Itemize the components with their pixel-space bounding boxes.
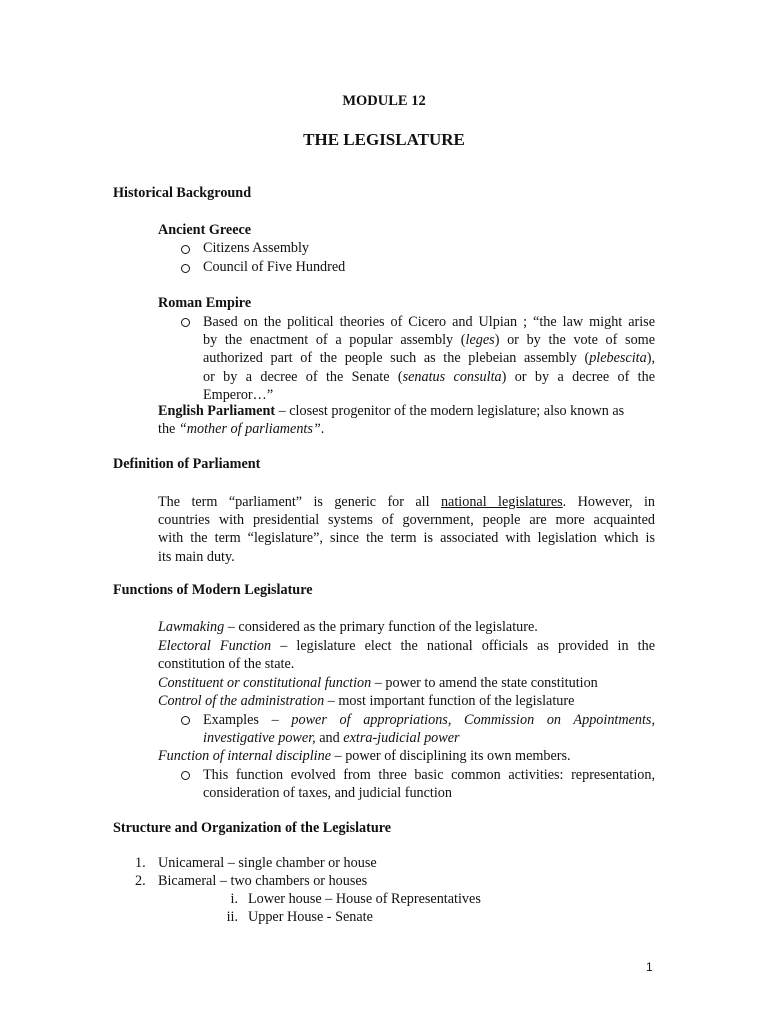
sub-item: Lower house – House of Representatives xyxy=(248,891,481,907)
bullet-icon xyxy=(181,264,190,273)
english-parliament-line-2: the “mother of parliaments”. xyxy=(158,421,325,437)
sub-item-number: ii. xyxy=(226,909,238,925)
section-heading-structure: Structure and Organization of the Legislature xyxy=(113,820,392,836)
sub-item-number: i. xyxy=(230,891,238,907)
section-heading-historical: Historical Background xyxy=(113,185,252,201)
function-discipline: Function of internal discipline – power of disciplining its own members. xyxy=(158,748,571,764)
function-examples: Examples – power of appropriations, Commission on Appointments, investigative power, and extra-judicial power xyxy=(203,712,656,747)
bullet-icon xyxy=(181,245,190,254)
list-item: Bicameral – two chambers or houses xyxy=(158,873,368,889)
list-item: Citizens Assembly xyxy=(203,240,310,256)
english-parliament-line: English Parliament – closest progenitor of the modern legislature; also known as xyxy=(158,403,625,419)
module-label: MODULE 12 xyxy=(342,93,426,109)
roman-line: Based on the political theories of Cicero and Ulpian ; “the law might arise xyxy=(203,314,655,330)
sub-item: Upper House - Senate xyxy=(248,909,373,925)
function-constituent: Constituent or constitutional function – power to amend the state constitution xyxy=(158,675,598,691)
section-heading-functions: Functions of Modern Legislature xyxy=(113,582,313,598)
list-item: Unicameral – single chamber or house xyxy=(158,855,377,871)
list-item-number: 1. xyxy=(135,855,146,871)
bullet-icon xyxy=(181,318,190,327)
function-control: Control of the administration – most important function of the legislature xyxy=(158,693,575,709)
bullet-icon xyxy=(181,716,190,725)
function-evolved: This function evolved from three basic common activities: representation, consideration of taxes, and judicial function xyxy=(203,767,655,802)
section-heading-definition: Definition of Parliament xyxy=(113,456,261,472)
subheading-ancient-greece: Ancient Greece xyxy=(158,222,252,238)
english-parliament-term: English Parliament xyxy=(158,403,276,419)
definition-paragraph: The term “parliament” is generic for all national legislatures. However, in countries with presidential systems of government, people are more acquainted with the term “legislature”, since the term is associated with legislation which is its main duty. xyxy=(158,494,655,565)
list-item: Council of Five Hundred xyxy=(203,259,346,275)
roman-empire-paragraph: Based on the political theories of Cicero and Ulpian ; “the law might arise by the enactment of a popular assembly (leges) or by the vote of some authorized part of the people such as the plebeian assembly (plebescita), or by a decree of the Senate (senatus consulta) or by a decree of the Emperor…” xyxy=(203,314,656,403)
subheading-roman-empire: Roman Empire xyxy=(158,295,252,311)
page-number: 1 xyxy=(646,960,653,974)
function-electoral: Electoral Function – legislature elect the national officials as provided in the constitution of the state. xyxy=(158,638,655,673)
function-lawmaking: Lawmaking – considered as the primary function of the legislature. xyxy=(158,619,538,635)
page-title: THE LEGISLATURE xyxy=(303,130,465,149)
list-item-number: 2. xyxy=(135,873,146,889)
bullet-icon xyxy=(181,771,190,780)
